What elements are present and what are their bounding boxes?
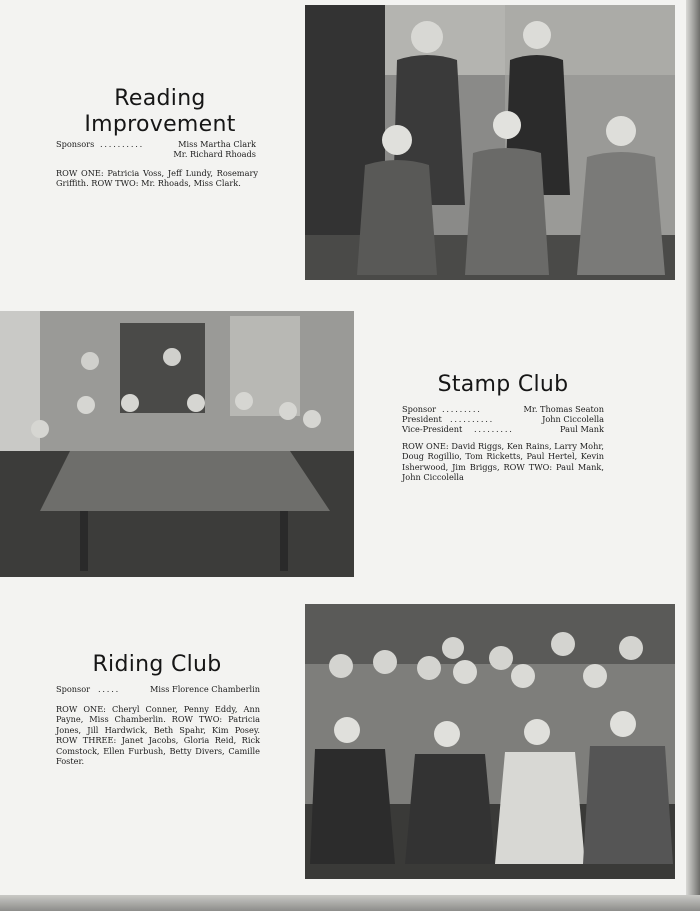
sponsor-name: Miss Martha Clark — [178, 139, 256, 149]
stamp-title: Stamp Club — [437, 372, 569, 397]
reading-roster: ROW ONE: Patricia Voss, Jeff Lundy, Rosemary Griffith. ROW TWO: Mr. Rhoads, Miss Clark. — [56, 168, 258, 189]
reading-title-line2: Improvement — [84, 112, 236, 137]
officer-role: Vice-President — [402, 424, 463, 434]
riding-club-photo — [305, 604, 675, 879]
sponsor-label: Sponsor — [56, 684, 91, 694]
leader-dots: ..... — [98, 684, 121, 694]
leader-dots: .......... — [450, 414, 495, 424]
officer-role: President — [402, 414, 442, 424]
riding-roster: ROW ONE: Cheryl Conner, Penny Eddy, Ann Payne, Miss Chamberlin. ROW TWO: Patricia Jones, Jill Hardwick, Beth Spahr, Kim Posey. ROW THREE: Janet Jacobs, Gloria Reid, Rick Comstock, Ellen Furbush, Betty Divers, Camille Foster. — [56, 704, 260, 767]
sponsors-label: Sponsors — [56, 139, 95, 149]
stamp-club-photo — [0, 311, 354, 577]
leader-dots: .......... — [100, 139, 145, 149]
leader-dots: ......... — [442, 404, 482, 414]
sponsor-name: Mr. Richard Rhoads — [173, 149, 256, 159]
officer-role: Sponsor — [402, 404, 437, 414]
leader-dots: ......... — [474, 424, 514, 434]
reading-title-line1: Reading — [114, 86, 206, 111]
reading-title — [60, 86, 260, 138]
officer-name: Paul Mank — [559, 424, 604, 434]
page-edge-bottom — [0, 895, 700, 911]
officer-name: Mr. Thomas Seaton — [523, 404, 604, 414]
riding-title: Riding Club — [92, 652, 222, 677]
stamp-roster: ROW ONE: David Riggs, Ken Rains, Larry Mohr, Doug Rogillio, Tom Ricketts, Paul Hertel, Kevin Isherwood, Jim Briggs, ROW TWO: Paul Mank, John Ciccolella — [402, 441, 604, 483]
sponsor-name: Miss Florence Chamberlin — [150, 684, 260, 694]
page-edge — [686, 0, 700, 911]
officer-name: John Ciccolella — [542, 414, 604, 424]
reading-club-photo — [305, 5, 675, 280]
